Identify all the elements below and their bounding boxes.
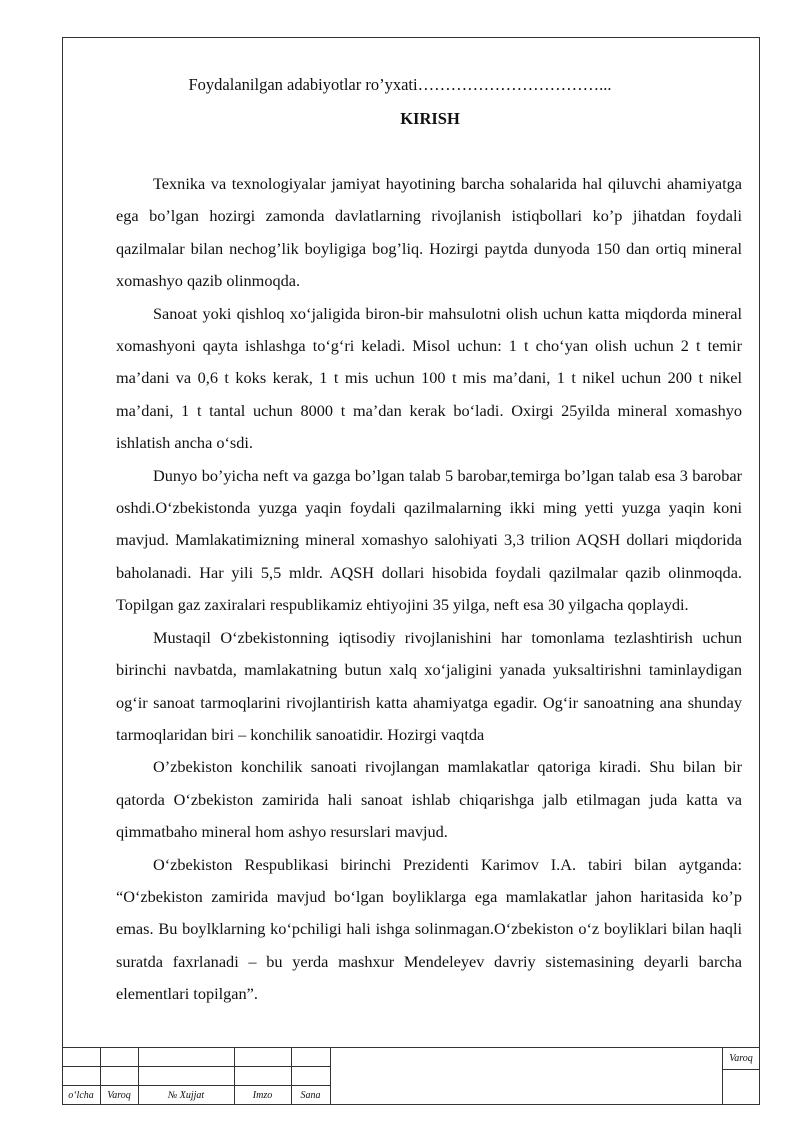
stamp-col-date: Sana bbox=[300, 1090, 321, 1101]
paragraph-5: O’zbekiston konchilik sanoati rivojlangan mamlakatlar qatoriga kiradi. Shu bilan bir qatorda O‘zbekiston zamirida hali sanoat ishlab chiqarishga jalb etilmagan juda katta va qimmatbaho mineral hom ashyo resurslari mavjud. bbox=[116, 757, 742, 842]
stamp-col-signature: Imzo bbox=[252, 1090, 273, 1101]
paragraph-6: O‘zbekiston Respublikasi birinchi Prezidenti Karimov I.A. tabiri bilan aytganda: “O‘zbekiston zamirida mavjud bo‘lgan boyliklarga ega mamlakatlar jahon haritasida ko’p emas. Bu boylklarning ko‘pchiligi hali ishga solinmagan.O‘zbekiston o‘z boyliklari bilan haqli suratda faxrlanadi – bu yerda mashxur Mendeleyev davriy sistemasining deyarli barcha elementlari topilgan”. bbox=[116, 854, 742, 1004]
paragraph-1: Texnika va texnologiyalar jamiyat hayotining barcha sohalarida hal qiluvchi ahamiyatga ega bo’lgan hozirgi zamonda davlatlarning rivojlanish istiqbollari ko’p jihatdan foydali qazilmalar bilan nechog’lik boyligiga bog’liq. Hozirgi paytda dunyoda 150 dan ortiq mineral xomashyo qazib olinmoqda. bbox=[116, 174, 742, 291]
body-text bbox=[116, 168, 742, 1011]
title-block bbox=[62, 1047, 760, 1105]
paragraph-2: Sanoat yoki qishloq xo‘jaligida biron-bir mahsulotni olish uchun katta miqdorda mineral xomashyoni qayta ishlashga to‘g‘ri keladi. Misol uchun: 1 t cho‘yan olish uchun 2 t temir ma’dani va 0,6 t koks kerak, 1 t mis uchun 100 t mis ma’dani, 1 t nikel uchun 200 t nikel ma’dani, 1 t tantal uchun 8000 t ma’dan kerak bo‘ladi. Oxirgi 25yilda mineral xomashyo ishlatish ancha o‘sdi. bbox=[116, 303, 742, 453]
paragraph-4: Mustaqil O‘zbekistonning iqtisodiy rivojlanishini har tomonlama tezlashtirish uchun birinchi navbatda, mamlakatning butun xalq xo‘jaligini yanada yuksaltirishni taminlaydigan og‘ir sanoat tarmoqlarini rivojlantirish katta ahamiyatga egadir. Og‘ir sanoatning ana shunday tarmoqlaridan biri – konchilik sanoatidir. Hozirgi vaqtda bbox=[116, 627, 742, 744]
stamp-col-sheet: Varoq bbox=[107, 1090, 131, 1101]
toc-entry-bibliography: Foydalanilgan adabiyotlar ro’yxati……………………………... bbox=[188, 75, 612, 94]
section-heading: KIRISH bbox=[400, 109, 460, 128]
stamp-sheet-label: Varoq bbox=[729, 1053, 753, 1064]
paragraph-3: Dunyo bo’yicha neft va gazga bo’lgan talab 5 barobar,temirga bo’lgan talab esa 3 barobar oshdi.O‘zbekistonda yuzga yaqin foydali qazilmalarning ikki ming yetti yuzga yaqin koni mavjud. Mamlakatimizning mineral xomashyo salohiyati 3,3 trilion AQSH dollari miqdorida baholanadi. Har yili 5,5 mldr. AQSH dollari hisobida foydali qazilmalar qazib olinmoqda. Topilgan gaz zaxiralari respublikamiz ehtiyojini 35 yilga, neft esa 30 yilgacha qoplaydi. bbox=[116, 465, 742, 615]
stamp-col-change: o‘lcha bbox=[68, 1090, 94, 1101]
stamp-col-document: № Xujjat bbox=[167, 1090, 205, 1101]
